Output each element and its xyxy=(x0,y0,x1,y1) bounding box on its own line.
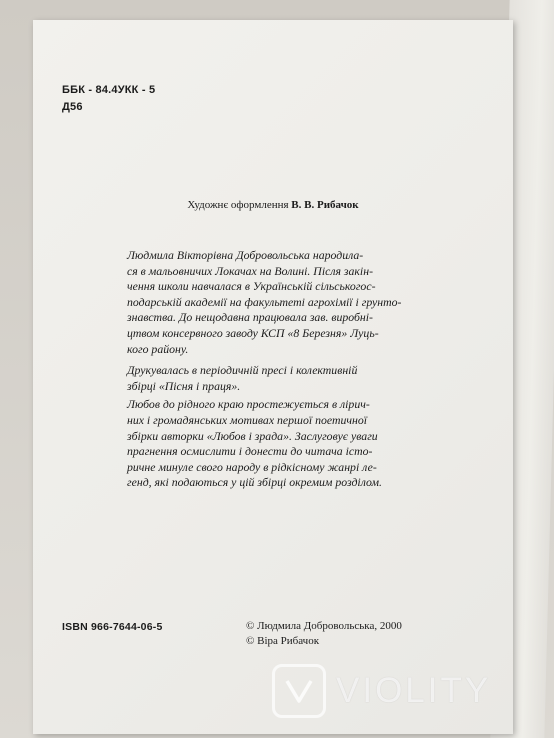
text-line: збірки авторки «Любов і зрада». Заслуговує уваги xyxy=(127,428,378,443)
text-line: Любов до рідного краю простежується в лірич- xyxy=(127,397,370,412)
copyright-block xyxy=(246,619,402,649)
text-line: генд, які подаються у цій збірці окремим розділом. xyxy=(127,475,382,490)
watermark xyxy=(272,664,491,718)
author-bio xyxy=(111,248,455,491)
text-line: них і громадянських мотивах першої поетичної xyxy=(127,412,368,427)
text-line: ся в мальовничих Локачах на Волині. Після закін- xyxy=(127,263,373,278)
violity-logo-icon xyxy=(272,664,326,718)
text-line: прагнення осмислити і донести до читача істо- xyxy=(127,444,373,459)
catalog-codes xyxy=(62,82,155,116)
design-credit xyxy=(33,198,513,212)
text-line: чення школи навчалася в Українській сільськогос- xyxy=(127,279,376,294)
text-line: цтвом консервного заводу КСП «8 Березня» Луць- xyxy=(127,325,379,340)
isbn: ISBN 966-7644-06-5 xyxy=(62,621,163,633)
text-line: Друкувалась в періодичній пресі і колективній xyxy=(127,363,358,378)
bio-paragraph xyxy=(111,397,455,491)
text-line: подарській академії на факультеті агрохімії і грунто- xyxy=(127,294,402,309)
bbk-code: ББК - 84.4УКК - 5 xyxy=(62,84,156,96)
book-page xyxy=(33,20,513,734)
text-line: Людмила Вікторівна Добровольська народила- xyxy=(127,248,364,262)
text-line: знавства. До нещодавна працювала зав. виробні- xyxy=(127,310,373,325)
bio-paragraph xyxy=(111,248,455,357)
text-line: ричне минуле свого народу в рідкісному жанрі ле- xyxy=(127,459,377,474)
design-credit-label: Художнє оформлення xyxy=(187,199,289,211)
text-line: збірці «Пісня і праця». xyxy=(127,378,241,393)
text-line: кого району. xyxy=(127,341,189,356)
author-mark-code: Д56 xyxy=(62,101,83,113)
copyright-line: © Віра Рибачок xyxy=(246,635,320,647)
copyright-line: © Людмила Добровольська, 2000 xyxy=(246,620,402,632)
design-credit-name: В. В. Рибачок xyxy=(291,199,359,211)
bio-paragraph xyxy=(111,363,455,394)
watermark-text: VIOLITY xyxy=(336,671,492,710)
